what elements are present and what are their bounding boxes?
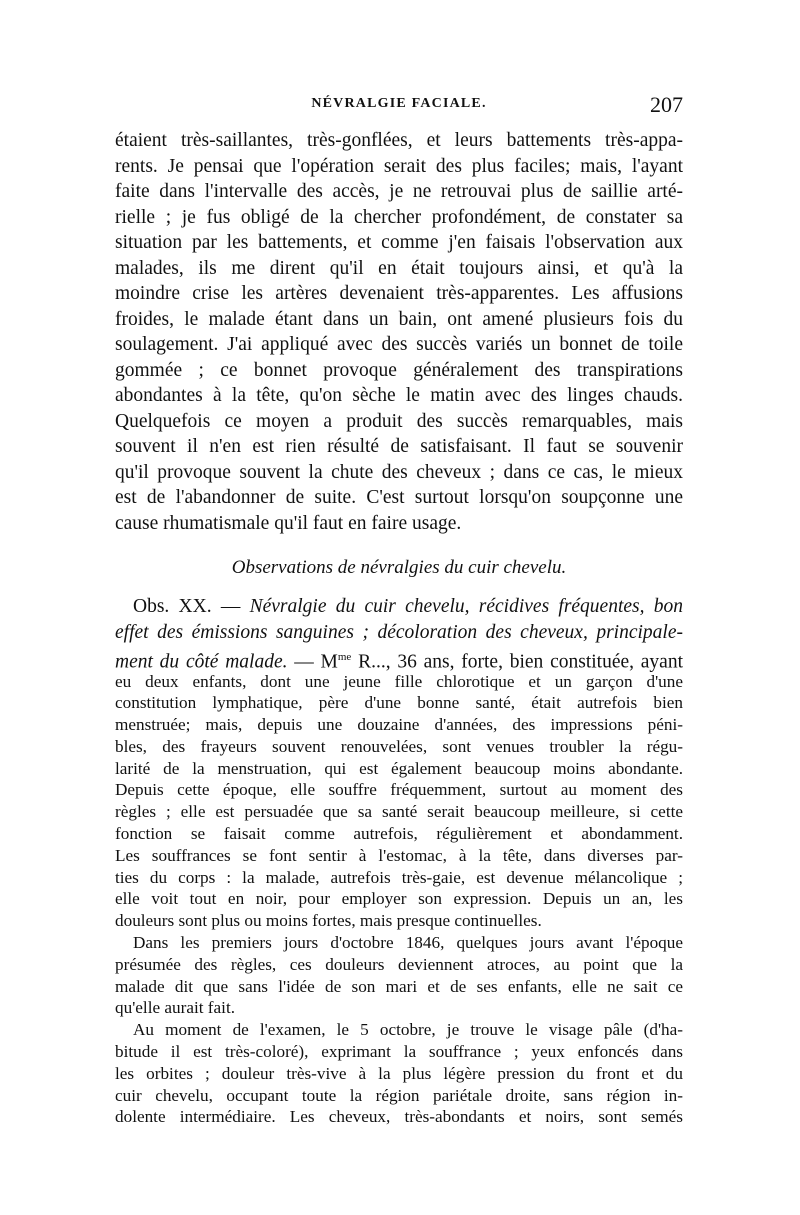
paragraph-3 — [115, 932, 683, 1019]
observation-title-line — [115, 594, 683, 620]
patient-intro: R..., 36 ans, forte, bien constituée, ayant — [351, 651, 684, 673]
text-line: rents. Je pensai que l'opération serait des plus faciles; mais, l'ayant — [115, 155, 683, 177]
text-line: larité de la menstruation, qui est également beaucoup moins abondante. — [115, 758, 683, 778]
text-line: Les souffrances se font sentir à l'estomac, à la tête, dans diverses par- — [115, 845, 683, 865]
running-title: NÉVRALGIE FACIALE. — [311, 96, 487, 111]
text-line: est de l'abandonner de suite. C'est surtout lorsqu'on soupçonne une — [115, 487, 683, 508]
text-line: menstruée; mais, depuis une douzaine d'années, des impressions péni- — [115, 715, 683, 735]
text-line: situation par les battements, et comme j'en faisais l'observation aux — [115, 232, 683, 253]
text-line: constitution lymphatique, père d'une bonne santé, était autrefois bien — [115, 693, 683, 713]
text-line: soulagement. J'ai appliqué avec des succès variés un bonnet de toile — [115, 334, 683, 355]
text-line: Dans les premiers jours d'octobre 1846, quelques jours avant l'époque — [133, 933, 683, 953]
text-line: Depuis cette époque, elle souffre fréquemment, surtout au moment des — [115, 780, 683, 800]
text-line: ties du corps : la malade, autrefois très-gaie, est devenue mélancolique ; — [115, 867, 683, 887]
observation-title: ment du côté malade. — [115, 651, 288, 673]
text-line: bitude il est très-coloré), exprimant la souffrance ; yeux enfoncés dans — [115, 1042, 683, 1062]
running-head — [115, 92, 683, 124]
text-line: les orbites ; douleur très-vive à la plus légère pression du front et du — [115, 1063, 683, 1083]
text-line: faite dans l'intervalle des accès, je ne retrouvai plus de saillie arté- — [115, 181, 683, 202]
observation-heading — [115, 594, 683, 671]
paragraph-4 — [115, 1019, 683, 1128]
text-line: cause rhumatismale qu'il faut en faire usage. — [115, 512, 462, 534]
observation-title-line — [115, 645, 683, 671]
text-line: qu'il provoque souvent la chute des cheveux ; dans ce cas, le mieux — [115, 461, 683, 483]
text-line: étaient très-saillantes, très-gonflées, et leurs battements très-appa- — [115, 130, 683, 151]
paragraph-2 — [115, 671, 683, 933]
text-line: Quelquefois ce moyen a produit des succès remarquables, mais — [115, 410, 683, 432]
text-line: règles ; elle est persuadée que sa santé serait beaucoup meilleure, si cette — [115, 802, 683, 822]
patient-intro: — M — [294, 651, 338, 673]
observation-title-line: effet des émissions sanguines ; décoloration des cheveux, principale- — [115, 621, 683, 643]
observation-title: Névralgie du cuir chevelu, récidives fréquentes, bon — [249, 596, 683, 617]
text-line: dolente intermédiaire. Les cheveux, très-abondants et noirs, sont semés — [115, 1107, 683, 1127]
section-title: Observations de névralgies du cuir chevelu. — [231, 557, 567, 578]
observation-label: Obs. XX. — — [133, 596, 241, 617]
text-block — [115, 128, 683, 1128]
text-line: bles, des frayeurs souvent renouvelées, sont venues troubler la régu- — [115, 736, 683, 756]
text-line: abondantes à la tête, qu'on sèche le matin avec des linges chauds. — [115, 385, 683, 406]
text-line: présumée des règles, ces douleurs deviennent atroces, au point que la — [115, 954, 683, 974]
text-line: rielle ; je fus obligé de la chercher profondément, de constater sa — [115, 206, 683, 228]
paragraph-1 — [115, 128, 683, 536]
text-line: malade dit que sans l'idée de son mari et de ses enfants, elle ne sait ce — [115, 976, 683, 996]
page-number: 207 — [650, 92, 683, 117]
text-line: fonction se faisait comme autrefois, régulièrement et abondamment. — [115, 824, 683, 844]
text-line: moindre crise les artères devenaient très-apparentes. Les affusions — [115, 283, 683, 304]
text-line: eu deux enfants, dont une jeune fille chlorotique et un garçon d'une — [115, 671, 683, 691]
text-line: douleurs sont plus ou moins fortes, mais presque continuelles. — [115, 911, 542, 931]
text-line: qu'elle aurait fait. — [115, 998, 236, 1018]
text-line: cuir chevelu, occupant toute la région pariétale droite, sans région in- — [115, 1085, 683, 1105]
text-line: malades, ils me dirent qu'il en était toujours ainsi, et qu'à la — [115, 257, 683, 279]
patient-intro-sup: me — [337, 651, 352, 663]
text-line: gommée ; ce bonnet provoque généralement des transpirations — [115, 359, 683, 381]
text-line: elle voit tout en noir, pour employer son expression. Depuis un an, les — [115, 889, 683, 909]
text-line: souvent il n'en est rien résulté de satisfaisant. Il faut se souvenir — [115, 436, 683, 457]
text-line: froides, le malade étant dans un bain, ont amené plusieurs fois du — [115, 308, 683, 330]
text-line: Au moment de l'examen, le 5 octobre, je trouve le visage pâle (d'ha- — [133, 1020, 683, 1040]
